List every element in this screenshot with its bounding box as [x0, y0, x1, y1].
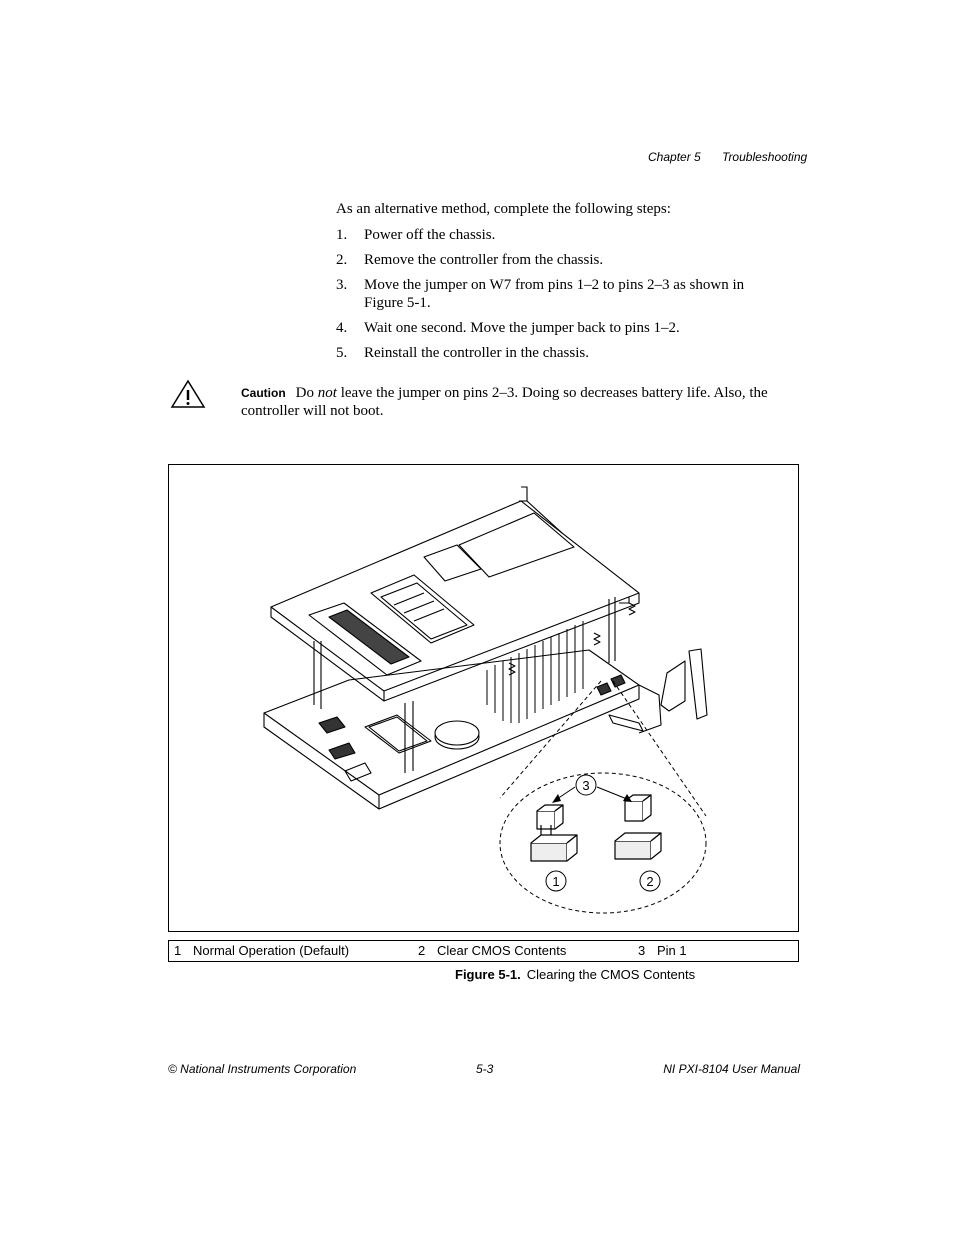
figure-legend — [168, 940, 799, 962]
figure-caption — [455, 967, 695, 982]
caution-label: Caution — [241, 386, 286, 400]
caution-note — [241, 384, 801, 420]
step-number: 1. — [336, 227, 348, 243]
legend-text: Normal Operation (Default) — [193, 943, 350, 958]
step-text: Move the jumper on W7 from pins 1–2 to pins 2–3 as shown in Figure 5-1. — [364, 277, 745, 311]
callout-1: 1 — [552, 874, 560, 889]
step-text: Power off the chassis. — [364, 227, 496, 243]
step-number: 4. — [336, 320, 348, 336]
legend-num: 3 — [638, 943, 646, 958]
step-number: 5. — [336, 345, 348, 361]
step-number: 3. — [336, 277, 348, 293]
header-chapter: Chapter 5 — [648, 150, 701, 164]
legend-text: Clear CMOS Contents — [437, 943, 567, 958]
step-item — [336, 319, 776, 337]
caution-emphasis: not — [317, 385, 337, 401]
step-item — [336, 226, 776, 244]
footer-left: © National Instruments Corporation — [168, 1062, 357, 1076]
step-item — [336, 276, 776, 312]
step-number: 2. — [336, 252, 348, 268]
step-text: Reinstall the controller in the chassis. — [364, 345, 589, 361]
footer-page-number: 5-3 — [476, 1062, 494, 1076]
legend-text: Pin 1 — [657, 943, 687, 958]
caption-text: Clearing the CMOS Contents — [526, 967, 696, 982]
callout-2: 2 — [646, 874, 654, 889]
warning-triangle-icon — [170, 379, 206, 409]
intro-text: As an alternative method, complete the following steps: — [336, 201, 671, 217]
caption-label: Figure 5-1. — [455, 967, 521, 982]
controller-illustration — [169, 465, 800, 933]
step-item — [336, 344, 776, 362]
legend-num: 1 — [174, 943, 182, 958]
callout-3: 3 — [582, 778, 590, 793]
caution-text-pre: Do — [295, 385, 318, 401]
step-text: Remove the controller from the chassis. — [364, 252, 604, 268]
figure-frame — [168, 464, 799, 932]
caution-text-post: leave the jumper on pins 2–3. Doing so decreases battery life. Also, the controller will not boot. — [241, 385, 768, 419]
step-item — [336, 251, 776, 269]
header-section: Troubleshooting — [722, 150, 808, 164]
legend-num: 2 — [418, 943, 426, 958]
footer-right: NI PXI-8104 User Manual — [663, 1062, 800, 1076]
step-text: Wait one second. Move the jumper back to pins 1–2. — [364, 320, 680, 336]
